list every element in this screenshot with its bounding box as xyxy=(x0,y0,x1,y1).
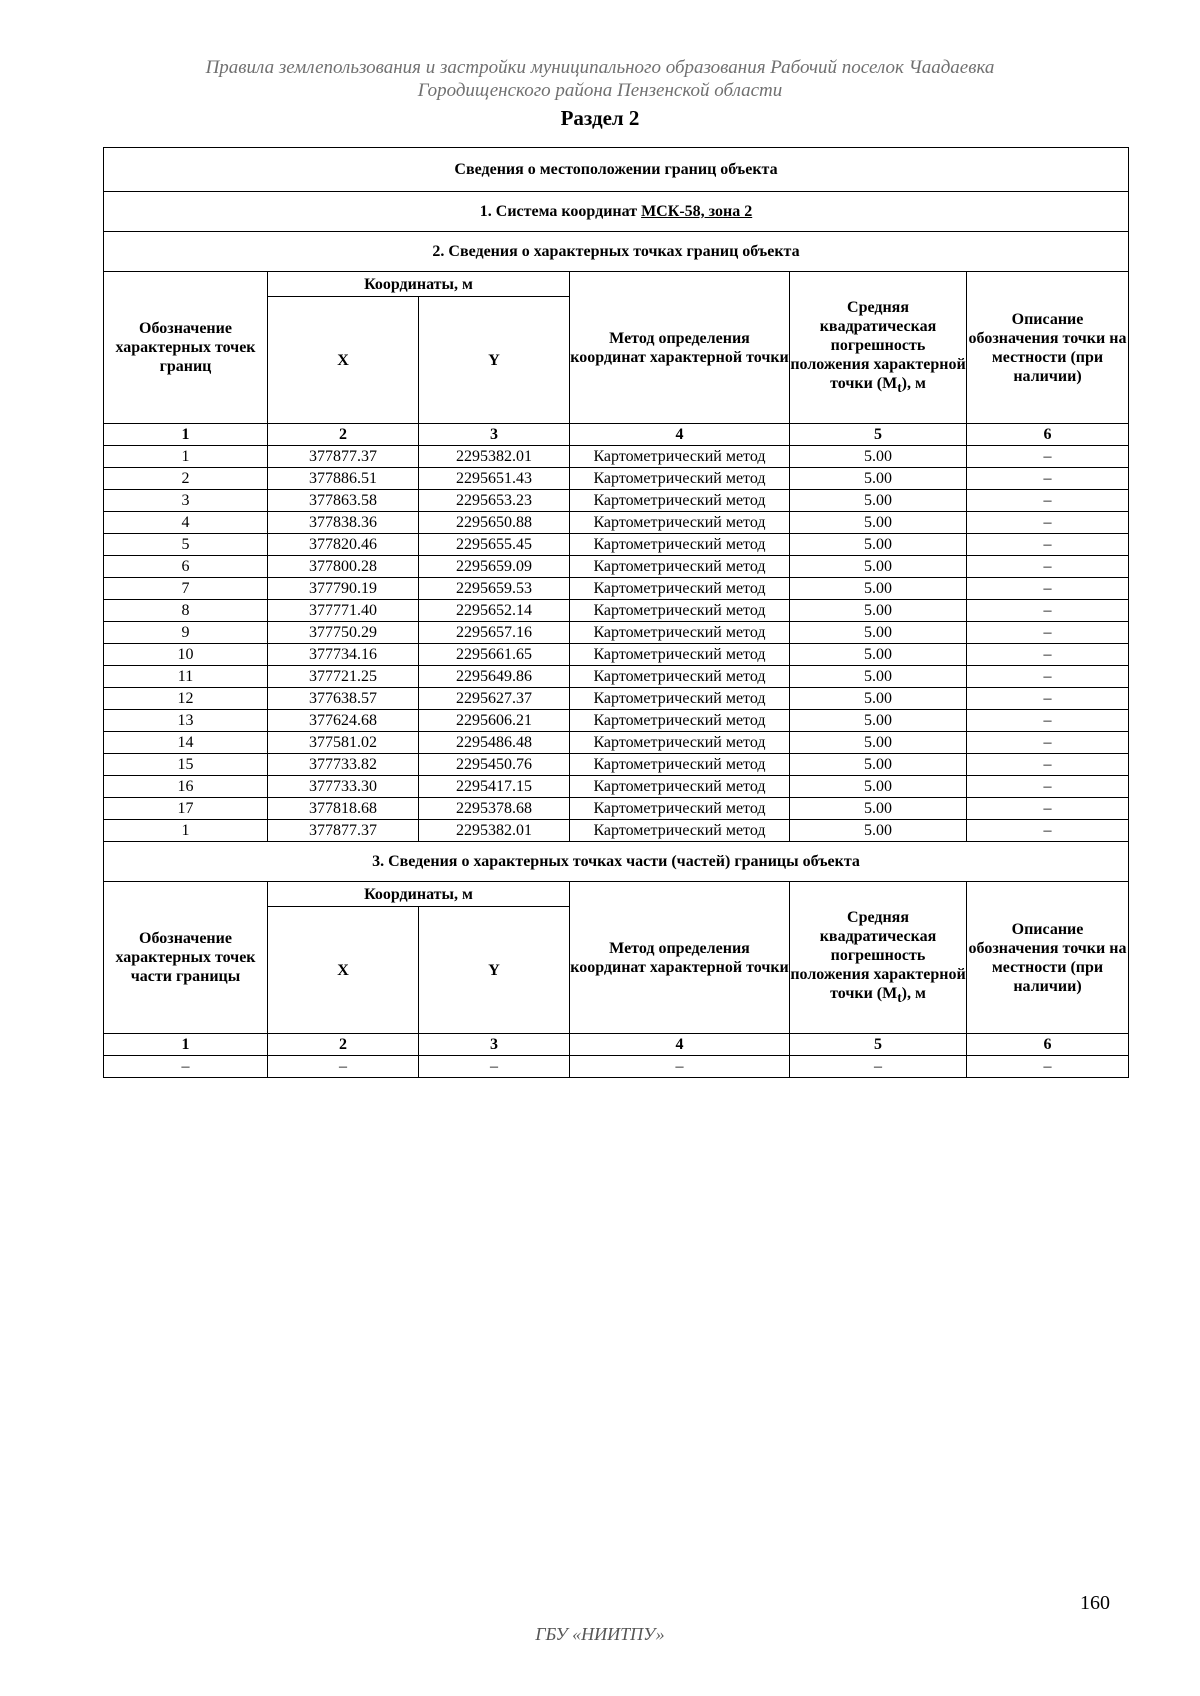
table-cell: – xyxy=(104,1056,268,1078)
table-cell: 2295378.68 xyxy=(419,798,570,820)
table-cell: 5.00 xyxy=(790,666,967,688)
table-row xyxy=(104,578,1129,600)
header-description: Описание обозначения точки на местности (при наличии) xyxy=(967,272,1129,424)
table-cell: 12 xyxy=(104,688,268,710)
table-cell: 377838.36 xyxy=(268,512,419,534)
header-y: Y xyxy=(419,297,570,424)
table-cell: 2295652.14 xyxy=(419,600,570,622)
table-cell: 377820.46 xyxy=(268,534,419,556)
table-cell: 377734.16 xyxy=(268,644,419,666)
table-cell: Картометрический метод xyxy=(570,490,790,512)
table-cell: 2295661.65 xyxy=(419,644,570,666)
table-cell: 5 xyxy=(104,534,268,556)
table-cell: 2295486.48 xyxy=(419,732,570,754)
table-cell: – xyxy=(967,666,1129,688)
table-cell: – xyxy=(967,754,1129,776)
table-cell: Картометрический метод xyxy=(570,512,790,534)
table-cell: 377733.82 xyxy=(268,754,419,776)
column-number-row-part xyxy=(104,1034,1129,1056)
table-cell: – xyxy=(967,468,1129,490)
column-number: 1 xyxy=(104,424,268,446)
table-cell: Картометрический метод xyxy=(570,534,790,556)
table-row xyxy=(104,534,1129,556)
table-row xyxy=(104,776,1129,798)
table-row xyxy=(104,666,1129,688)
table-cell: 5.00 xyxy=(790,688,967,710)
table-row xyxy=(104,512,1129,534)
table-cell: 377581.02 xyxy=(268,732,419,754)
document-header-line-1: Правила землепользования и застройки муниципального образования Рабочий поселок Чаадаевка xyxy=(205,57,995,78)
table-cell: 2295417.15 xyxy=(419,776,570,798)
table-cell: 377886.51 xyxy=(268,468,419,490)
header-error: Средняя квадратическая погрешность положения характерной точки $(M_t)$, м xyxy=(790,272,967,424)
column-number: 3 xyxy=(419,424,570,446)
table-row xyxy=(104,600,1129,622)
table-cell: 2295450.76 xyxy=(419,754,570,776)
table-cell: 377863.58 xyxy=(268,490,419,512)
coordinate-system-row xyxy=(104,192,1129,232)
table-cell: – xyxy=(967,1056,1129,1078)
table-row xyxy=(104,754,1129,776)
table-cell: Картометрический метод xyxy=(570,446,790,468)
table-cell: Картометрический метод xyxy=(570,622,790,644)
table-cell: Картометрический метод xyxy=(570,798,790,820)
table-cell: 5.00 xyxy=(790,754,967,776)
table-cell: – xyxy=(419,1056,570,1078)
table-cell: Картометрический метод xyxy=(570,578,790,600)
table-cell: 2295650.88 xyxy=(419,512,570,534)
table-cell: 377638.57 xyxy=(268,688,419,710)
table-row xyxy=(104,820,1129,842)
table-cell: 377800.28 xyxy=(268,556,419,578)
table-row xyxy=(104,710,1129,732)
table-cell: 4 xyxy=(104,512,268,534)
table-cell: 377877.37 xyxy=(268,820,419,842)
table-row xyxy=(104,644,1129,666)
coordinate-system-label: 1. Система координат xyxy=(479,203,642,220)
header-coords: Координаты, м xyxy=(268,272,570,297)
column-number: 2 xyxy=(268,424,419,446)
header-y-part: Y xyxy=(419,907,570,1034)
header-error-part: Средняя квадратическая погрешность положения характерной точки $(M_t)$, м xyxy=(790,882,967,1034)
table-cell: – xyxy=(967,732,1129,754)
table-cell: – xyxy=(967,798,1129,820)
table-cell: 5.00 xyxy=(790,446,967,468)
table-row xyxy=(104,798,1129,820)
table-cell: 9 xyxy=(104,622,268,644)
header-x: X xyxy=(268,297,419,424)
table-cell: 377790.19 xyxy=(268,578,419,600)
table-cell: – xyxy=(967,556,1129,578)
table-cell: 2295651.43 xyxy=(419,468,570,490)
table-cell: 2295659.09 xyxy=(419,556,570,578)
table-cell: Картометрический метод xyxy=(570,754,790,776)
table-cell: 5.00 xyxy=(790,622,967,644)
table-cell: 17 xyxy=(104,798,268,820)
table-cell: Картометрический метод xyxy=(570,600,790,622)
table-cell: 5.00 xyxy=(790,600,967,622)
table-cell: 3 xyxy=(104,490,268,512)
column-number: 6 xyxy=(967,1034,1129,1056)
table-row xyxy=(104,446,1129,468)
table-cell: 5.00 xyxy=(790,820,967,842)
table-cell: 10 xyxy=(104,644,268,666)
table-row xyxy=(104,468,1129,490)
table-cell: 5.00 xyxy=(790,468,967,490)
table-cell: 5.00 xyxy=(790,512,967,534)
table-cell: – xyxy=(967,446,1129,468)
table-cell: – xyxy=(967,644,1129,666)
table-title: Сведения о местоположении границ объекта xyxy=(104,148,1129,192)
table-cell: 5.00 xyxy=(790,534,967,556)
table-cell: – xyxy=(967,534,1129,556)
table-row xyxy=(104,622,1129,644)
table-cell: 1 xyxy=(104,446,268,468)
column-number: 2 xyxy=(268,1034,419,1056)
table-cell: 6 xyxy=(104,556,268,578)
table-cell: 5.00 xyxy=(790,578,967,600)
table-cell: 7 xyxy=(104,578,268,600)
table-row xyxy=(104,1056,1129,1078)
coordinate-system-value: МСК-58, зона 2 xyxy=(641,203,753,220)
header-x-part: X xyxy=(268,907,419,1034)
table-cell: – xyxy=(570,1056,790,1078)
table-cell: 377818.68 xyxy=(268,798,419,820)
table-cell: 15 xyxy=(104,754,268,776)
table-cell: – xyxy=(967,776,1129,798)
table-cell: 377877.37 xyxy=(268,446,419,468)
column-number: 5 xyxy=(790,424,967,446)
table-cell: 2295653.23 xyxy=(419,490,570,512)
footer-organization: ГБУ «НИИТПУ» xyxy=(535,1624,665,1644)
table-cell: 5.00 xyxy=(790,644,967,666)
table-cell: 2295649.86 xyxy=(419,666,570,688)
table-cell: Картометрический метод xyxy=(570,468,790,490)
table-cell: 2295627.37 xyxy=(419,688,570,710)
table-cell: – xyxy=(967,490,1129,512)
section-title: Раздел 2 xyxy=(560,106,640,130)
table-cell: Картометрический метод xyxy=(570,556,790,578)
table-cell: 2295606.21 xyxy=(419,710,570,732)
table-cell: 377750.29 xyxy=(268,622,419,644)
table-cell: 8 xyxy=(104,600,268,622)
table-cell: Картометрический метод xyxy=(570,776,790,798)
table-cell: 2 xyxy=(104,468,268,490)
table-row xyxy=(104,556,1129,578)
table-cell: Картометрический метод xyxy=(570,732,790,754)
header-designation-part: Обозначение характерных точек части границы xyxy=(104,882,268,1034)
column-number-row xyxy=(104,424,1129,446)
table-cell: 377721.25 xyxy=(268,666,419,688)
table-cell: Картометрический метод xyxy=(570,666,790,688)
header-designation: Обозначение характерных точек границ xyxy=(104,272,268,424)
document-header-line-2: Городищенского района Пензенской области xyxy=(417,80,783,101)
column-number: 4 xyxy=(570,1034,790,1056)
table-cell: – xyxy=(967,578,1129,600)
table-cell: 5.00 xyxy=(790,798,967,820)
table-cell: 377733.30 xyxy=(268,776,419,798)
table-cell: Картометрический метод xyxy=(570,820,790,842)
table-cell: 5.00 xyxy=(790,776,967,798)
table-cell: – xyxy=(967,512,1129,534)
column-number: 6 xyxy=(967,424,1129,446)
table-row xyxy=(104,490,1129,512)
table-cell: 5.00 xyxy=(790,710,967,732)
table-cell: Картометрический метод xyxy=(570,688,790,710)
header-method-part: Метод определения координат характерной точки xyxy=(570,882,790,1034)
table-cell: – xyxy=(268,1056,419,1078)
table-cell: 1 xyxy=(104,820,268,842)
table-row xyxy=(104,688,1129,710)
column-number: 4 xyxy=(570,424,790,446)
header-method: Метод определения координат характерной точки xyxy=(570,272,790,424)
table-cell: 14 xyxy=(104,732,268,754)
table-cell: – xyxy=(967,710,1129,732)
table-cell: – xyxy=(967,688,1129,710)
table-cell: 5.00 xyxy=(790,556,967,578)
table-row xyxy=(104,732,1129,754)
column-number: 1 xyxy=(104,1034,268,1056)
table-cell: 2295382.01 xyxy=(419,446,570,468)
table-cell: 5.00 xyxy=(790,490,967,512)
header-coords-part: Координаты, м xyxy=(268,882,570,907)
table-cell: – xyxy=(967,600,1129,622)
header-description-part: Описание обозначения точки на местности (при наличии) xyxy=(967,882,1129,1034)
column-number: 5 xyxy=(790,1034,967,1056)
boundary-table xyxy=(103,147,1129,1078)
table-cell: 377624.68 xyxy=(268,710,419,732)
part2-title: 2. Сведения о характерных точках границ объекта xyxy=(104,232,1129,272)
table-cell: 2295657.16 xyxy=(419,622,570,644)
table-cell: – xyxy=(967,622,1129,644)
table-cell: Картометрический метод xyxy=(570,710,790,732)
table-cell: 5.00 xyxy=(790,732,967,754)
table-cell: 13 xyxy=(104,710,268,732)
table-cell: 16 xyxy=(104,776,268,798)
table-cell: 2295382.01 xyxy=(419,820,570,842)
table-cell: Картометрический метод xyxy=(570,644,790,666)
table-cell: 377771.40 xyxy=(268,600,419,622)
table-cell: 2295659.53 xyxy=(419,578,570,600)
part3-title: 3. Сведения о характерных точках части (частей) границы объекта xyxy=(104,842,1129,882)
table-cell: – xyxy=(967,820,1129,842)
column-number: 3 xyxy=(419,1034,570,1056)
page-number: 160 xyxy=(1080,1592,1110,1614)
table-cell: – xyxy=(790,1056,967,1078)
table-cell: 11 xyxy=(104,666,268,688)
table-cell: 2295655.45 xyxy=(419,534,570,556)
